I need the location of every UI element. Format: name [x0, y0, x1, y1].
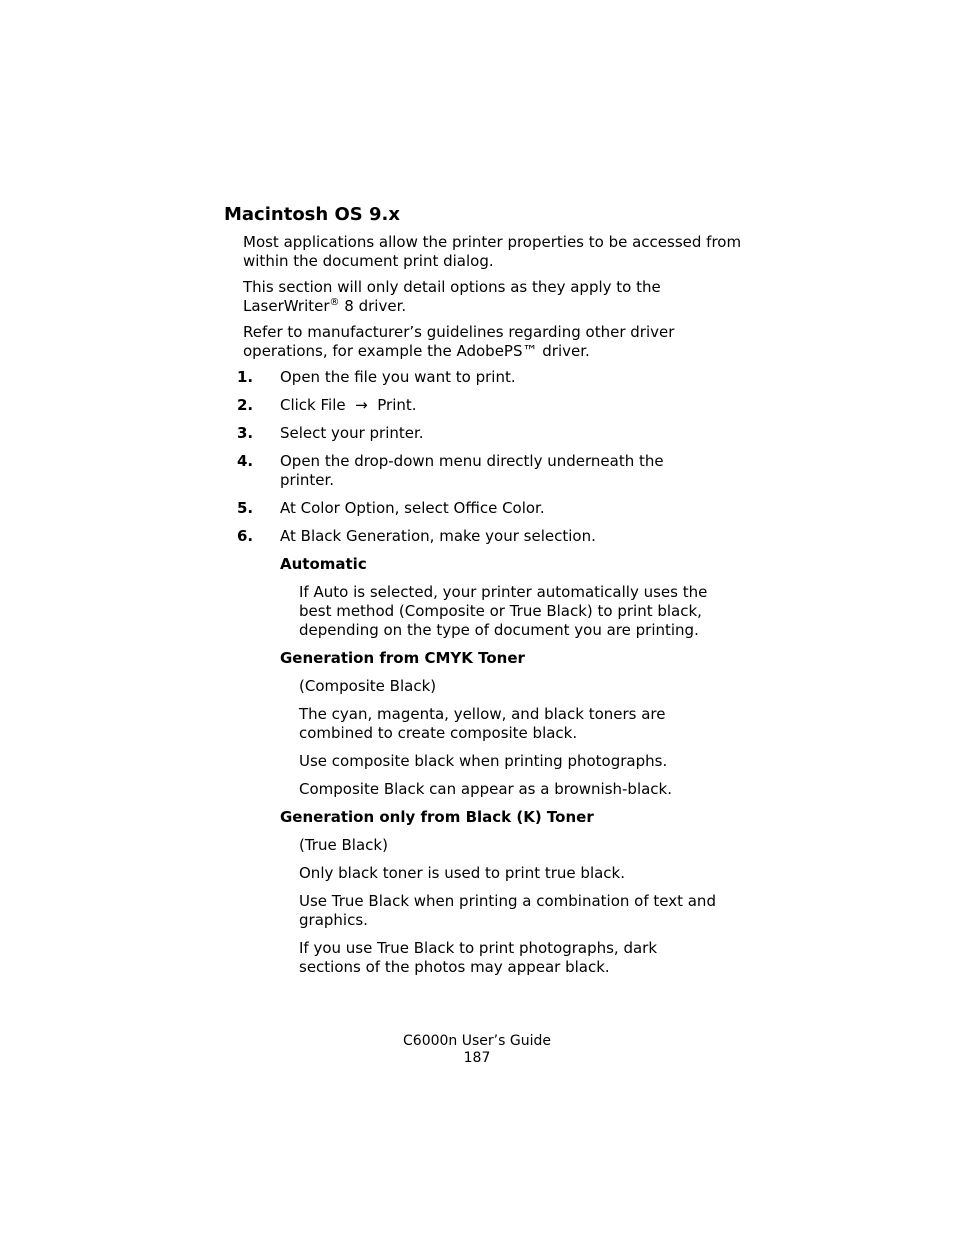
step-number: 4. — [237, 452, 254, 470]
option-heading-automatic: Automatic — [280, 555, 367, 573]
step-text: Click File → Print. — [280, 396, 417, 414]
option-cmyk-paragraph: (Composite Black) — [299, 677, 437, 695]
step-number: 5. — [237, 499, 254, 517]
footer-page-number: 187 — [463, 1050, 491, 1066]
option-black-k-paragraph: Only black toner is used to print true black. — [299, 864, 626, 882]
option-cmyk-paragraph: Use composite black when printing photographs. — [299, 752, 668, 770]
intro-paragraph-1: Most applications allow the printer properties to be accessed from within the document print dialog. — [243, 233, 742, 270]
registered-mark: ® — [329, 297, 340, 308]
step-text: At Color Option, select Office Color. — [280, 499, 545, 517]
intro-paragraph-3: Refer to manufacturer’s guidelines regarding other driver operations, for example the AdobePS™ driver. — [243, 323, 675, 360]
step-text: At Black Generation, make your selection. — [280, 527, 596, 545]
option-black-k-paragraph: (True Black) — [299, 836, 388, 854]
option-cmyk-paragraph: The cyan, magenta, yellow, and black toners are combined to create composite black. — [299, 705, 666, 742]
option-black-k-paragraph: Use True Black when printing a combination of text and graphics. — [299, 892, 716, 929]
footer-guide-title: C6000n User’s Guide — [403, 1033, 551, 1049]
section-heading: Macintosh OS 9.x — [224, 204, 400, 225]
intro-paragraph-2-text: This section will only detail options as they apply to the LaserWriter — [243, 278, 661, 315]
step-text: Select your printer. — [280, 424, 424, 442]
option-black-k-paragraph: If you use True Black to print photographs, dark sections of the photos may appear black. — [299, 939, 658, 976]
option-heading-cmyk: Generation from CMYK Toner — [280, 649, 525, 667]
option-automatic-body: If Auto is selected, your printer automatically uses the best method (Composite or True Black) to print black, depending on the type of document you are printing. — [299, 583, 708, 639]
option-cmyk-paragraph: Composite Black can appear as a brownish-black. — [299, 780, 673, 798]
intro-paragraph-2-tail: 8 driver. — [339, 297, 407, 315]
intro-paragraph-2 — [243, 278, 743, 316]
step-text: Open the file you want to print. — [280, 368, 516, 386]
step-number: 1. — [237, 368, 254, 386]
option-heading-black-k: Generation only from Black (K) Toner — [280, 808, 594, 826]
step-number: 2. — [237, 396, 254, 414]
step-number: 6. — [237, 527, 254, 545]
step-number: 3. — [237, 424, 254, 442]
step-text: Open the drop-down menu directly underneath the printer. — [280, 452, 664, 489]
